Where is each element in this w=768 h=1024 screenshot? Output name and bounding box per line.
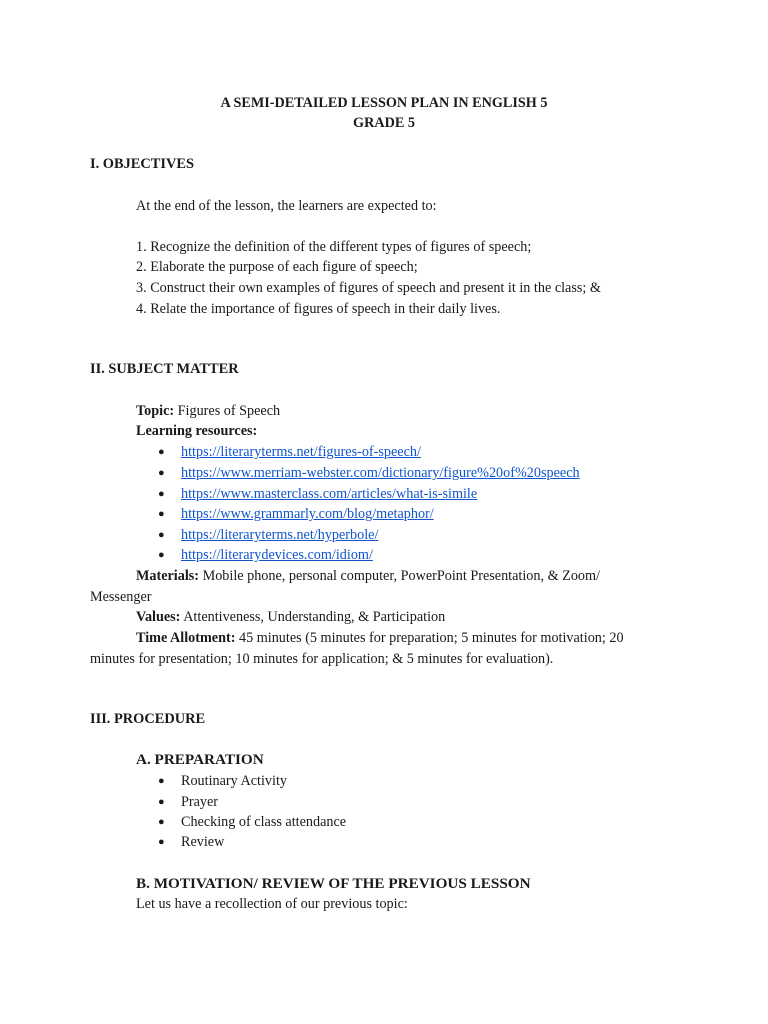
resource-link-2[interactable]: https://www.merriam-webster.com/dictionary/figure%20of%20speech [181,465,580,481]
subject-matter-heading: II. SUBJECT MATTER [90,361,239,377]
values-label: Values: [136,609,181,625]
preparation-heading: A. PREPARATION [136,751,264,768]
resource-link-6[interactable]: https://literarydevices.com/idiom/ [181,547,373,563]
time-allotment-label: Time Allotment: [136,630,236,646]
bullet-icon: ● [158,508,165,520]
objective-item-4: 4. Relate the importance of figures of speech in their daily lives. [136,301,501,317]
topic-line [136,401,280,422]
time-allotment-continuation: minutes for presentation; 10 minutes for application; & 5 minutes for evaluation). [90,651,554,667]
objectives-heading: I. OBJECTIVES [90,156,194,172]
materials-continuation: Messenger [90,589,152,605]
bullet-icon: ● [158,467,165,479]
bullet-icon: ● [158,549,165,561]
preparation-item-4: Review [181,834,225,850]
resource-link-5[interactable]: https://literaryterms.net/hyperbole/ [181,527,379,543]
learning-resources-label: Learning resources: [136,423,258,439]
resource-link-1[interactable]: https://literaryterms.net/figures-of-speech/ [181,444,421,460]
motivation-text: Let us have a recollection of our previous topic: [136,896,408,912]
topic-value: Figures of Speech [177,403,281,419]
bullet-icon: ● [158,488,165,500]
procedure-heading: III. PROCEDURE [90,711,206,727]
materials-label: Materials: [136,568,200,584]
motivation-heading: B. MOTIVATION/ REVIEW OF THE PREVIOUS LESSON [136,875,531,892]
bullet-icon: ● [158,446,165,458]
time-allotment-line [136,628,624,649]
bullet-icon: ● [158,796,165,808]
objective-item-3: 3. Construct their own examples of figures of speech and present it in the class; & [136,280,601,296]
preparation-item-1: Routinary Activity [181,773,288,789]
objectives-intro: At the end of the lesson, the learners are expected to: [136,198,437,214]
values-value: Attentiveness, Understanding, & Participation [183,609,446,625]
document-title: A SEMI-DETAILED LESSON PLAN IN ENGLISH 5 [220,95,548,111]
materials-value: Mobile phone, personal computer, PowerPoint Presentation, & Zoom/ [202,568,600,584]
document-subtitle: GRADE 5 [353,115,415,131]
preparation-item-3: Checking of class attendance [181,814,347,830]
bullet-icon: ● [158,836,165,848]
bullet-icon: ● [158,816,165,828]
materials-line [136,566,600,587]
values-line [136,607,445,628]
time-allotment-value: 45 minutes (5 minutes for preparation; 5 minutes for motivation; 20 [238,630,624,646]
bullet-icon: ● [158,775,165,787]
resource-link-3[interactable]: https://www.masterclass.com/articles/what-is-simile [181,486,478,502]
resource-link-4[interactable]: https://www.grammarly.com/blog/metaphor/ [181,506,434,522]
preparation-item-2: Prayer [181,794,219,810]
topic-label: Topic: [136,403,175,419]
objective-item-2: 2. Elaborate the purpose of each figure of speech; [136,259,418,275]
bullet-icon: ● [158,529,165,541]
objective-item-1: 1. Recognize the definition of the different types of figures of speech; [136,239,532,255]
